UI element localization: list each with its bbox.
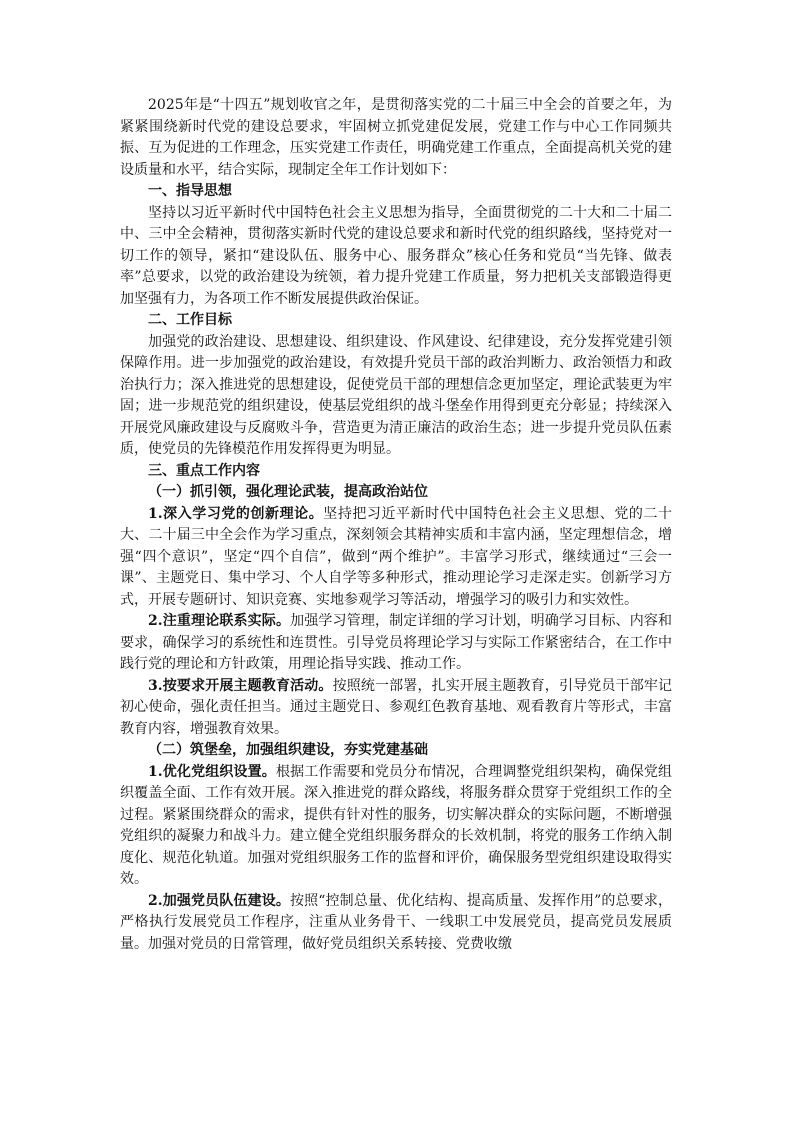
guiding-ideology-paragraph: 坚持以习近平新时代中国特色社会主义思想为指导，全面贯彻党的二十大和二十届二中、三中全会精神，贯彻落实新时代党的建设总要求和新时代党的组织路线，坚持党对一切工作的领导，紧扣“建设队伍、服务中心、服务群众”核心任务和党员“当先锋、做表率”总要求，以党的政治建设为统领，着力提升党建工作质量，努力把机关支部锻造得更加坚强有力，为各项工作不断发展提供政治保证。 <box>120 204 672 307</box>
item-lead: 1.深入学习党的创新理论。 <box>148 505 324 522</box>
item-lead: 2.加强党员队伍建设。 <box>148 892 290 909</box>
subsection-heading-1: （一）抓引领，强化理论武装，提高政治站位 <box>148 484 428 500</box>
subsection-heading-2: （二）筑堡垒，加强组织建设，夯实党建基础 <box>148 742 428 758</box>
item-text: 按照“控制总量、优化结构、提高质量、发挥作用”的总要求，严格执行发展党员工作程序，注重从业务骨干、一线职工中发展党员，提高党员发展质量。加强对党员的日常管理，做好党员组织关系转接、党费收缴 <box>120 892 672 952</box>
section-heading-key-work: 三、重点工作内容 <box>148 462 260 479</box>
item-text: 坚持把习近平新时代中国特色社会主义思想、党的二十大、二十届三中全会作为学习重点，深刻领会其精神实质和丰富内涵，坚定理想信念，增强“四个意识”，坚定“四个自信”，做到“两个维护”。丰富学习形式，继续通过“三会一课”、主题党日、集中学习、个人自学等多种形式，推动理论学习走深走实。创新学习方式，开展专题研讨、知识竞赛、实地参观学习等活动，增强学习的吸引力和实效性。 <box>120 505 672 608</box>
item-text: 按照统一部署，扎实开展主题教育，引导党员干部牢记初心使命，强化责任担当。通过主题党日、参观红色教育基地、观看教育片等形式，丰富教育内容，增强教育效果。 <box>120 677 672 737</box>
list-item <box>120 891 672 956</box>
list-item <box>120 762 672 891</box>
intro-paragraph: 2025年是“十四五”规划收官之年，是贯彻落实党的二十届三中全会的首要之年，为紧紧围绕新时代党的建设总要求，牢固树立抓党建促发展，党建工作与中心工作同频共振、互为促进的工作理念，压实党建工作责任，明确党建工作重点，全面提高机关党的建设质量和水平，结合实际，现制定全年工作计划如下： <box>120 97 672 178</box>
list-item <box>120 676 672 741</box>
item-text: 加强学习管理，制定详细的学习计划，明确学习目标、内容和要求，确保学习的系统性和连贯性。引导党员将理论学习与实际工作紧密结合，在工作中践行党的理论和方针政策，用理论指导实践、推动工作。 <box>120 613 672 672</box>
list-item <box>120 611 672 676</box>
item-lead: 1.优化党组织设置。 <box>148 763 276 780</box>
list-item <box>120 504 672 612</box>
item-lead: 2.注重理论联系实际。 <box>148 613 291 629</box>
work-goals-paragraph: 加强党的政治建设、思想建设、组织建设、作风建设、纪律建设，充分发挥党建引领保障作用。进一步加强党的政治建设，有效提升党员干部的政治判断力、政治领悟力和政治执行力；深入推进党的思想建设，促使党员干部的理想信念更加坚定，理论武装更为牢固；进一步规范党的组织建设，使基层党组织的战斗堡垒作用得到更充分彰显；持续深入开展党风廉政建设与反腐败斗争，营造更为清正廉洁的政治生态；进一步提升党员队伍素质，使党员的先锋模范作用发挥得更为明显。 <box>120 333 672 457</box>
section-heading-work-goals: 二、工作目标 <box>148 312 232 328</box>
item-text: 根据工作需要和党员分布情况，合理调整党组织架构，确保党组织覆盖全面、工作有效开展。深入推进党的群众路线，将服务群众贯穿于党组织工作的全过程。紧紧围绕群众的需求，提供有针对性的服务，切实解决群众的实际问题，不断增强党组织的凝聚力和战斗力。建立健全党组织服务群众的长效机制，将党的服务工作纳入制度化、规范化轨道。加强对党组织服务工作的监督和评价，确保服务型党组织建设取得实效。 <box>120 763 672 887</box>
document-page <box>120 95 672 955</box>
section-heading-guiding-ideology: 一、指导思想 <box>148 183 232 199</box>
item-lead: 3.按要求开展主题教育活动。 <box>148 677 333 694</box>
